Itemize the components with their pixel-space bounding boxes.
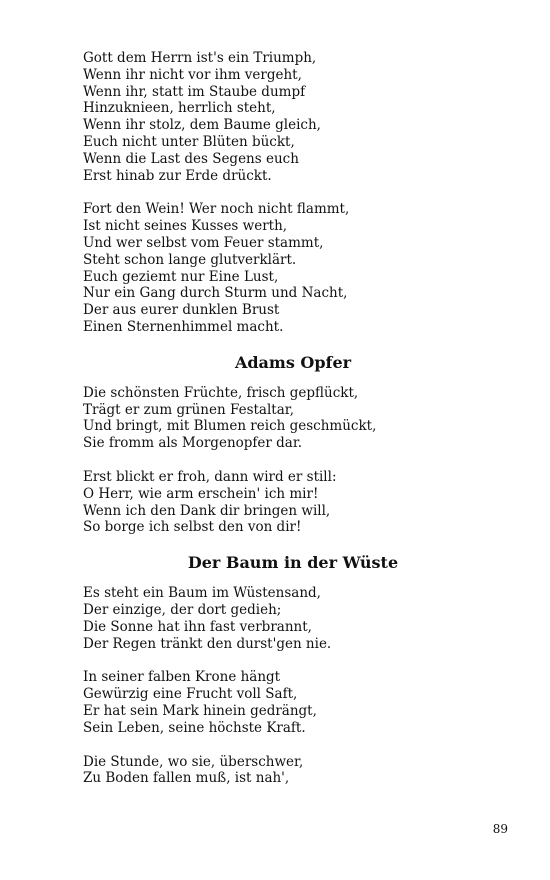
poem xyxy=(83,50,503,336)
verse-line: Steht schon lange glutverklärt. xyxy=(83,251,297,268)
poem xyxy=(83,553,503,787)
verse-line: Gewürzig eine Frucht voll Saft, xyxy=(83,686,298,703)
stanza xyxy=(83,385,503,452)
poem xyxy=(83,353,503,536)
verse-line: Der Regen tränkt den durst'gen nie. xyxy=(83,635,332,652)
verse-line: Zu Boden fallen muß, ist nah', xyxy=(83,770,290,787)
verse-line: Ist nicht seines Kusses werth, xyxy=(83,218,288,235)
verse-line: Nur ein Gang durch Sturm und Nacht, xyxy=(83,285,348,302)
verse-line: Einen Sternenhimmel macht. xyxy=(83,318,284,335)
verse-line: Er hat sein Mark hinein gedrängt, xyxy=(83,702,317,719)
verse-line: Gott dem Herrn ist's ein Triumph, xyxy=(83,50,317,66)
poem-page xyxy=(83,50,503,804)
verse-line: Hinzuknieen, herrlich steht, xyxy=(83,100,276,117)
verse-line: In seiner falben Krone hängt xyxy=(83,669,281,686)
verse-line: Sein Leben, seine höchste Kraft. xyxy=(83,719,306,736)
verse-line: Wenn ihr stolz, dem Baume gleich, xyxy=(83,117,321,134)
verse-line: Wenn ich den Dank dir bringen will, xyxy=(83,502,331,519)
verse-line: Euch geziemt nur Eine Lust, xyxy=(83,268,279,285)
verse-line: Die schönsten Früchte, frisch gepflückt, xyxy=(83,384,359,401)
stanza xyxy=(83,585,503,652)
verse-line: Der aus eurer dunklen Brust xyxy=(83,302,280,319)
verse-line: Es steht ein Baum im Wüstensand, xyxy=(83,585,321,602)
stanza xyxy=(83,669,503,736)
verse-line: Die Stunde, wo sie, überschwer, xyxy=(83,753,304,770)
verse-line: O Herr, wie arm erschein' ich mir! xyxy=(83,485,319,502)
page-number: 89 xyxy=(492,822,508,836)
stanza xyxy=(83,754,503,788)
verse-line: Wenn ihr nicht vor ihm vergeht, xyxy=(83,66,302,83)
verse-line: Sie fromm als Morgenopfer dar. xyxy=(83,435,303,452)
verse-line: Die Sonne hat ihn fast verbrannt, xyxy=(83,618,312,635)
stanza xyxy=(83,469,503,536)
stanza xyxy=(83,201,503,335)
poem-title: Adams Opfer xyxy=(234,352,352,372)
verse-line: Und wer selbst vom Feuer stammt, xyxy=(83,234,324,251)
verse-line: Fort den Wein! Wer noch nicht flammt, xyxy=(83,201,350,218)
poem-title: Der Baum in der Wüste xyxy=(187,553,399,573)
verse-line: Erst hinab zur Erde drückt. xyxy=(83,167,272,184)
verse-line: Und bringt, mit Blumen reich geschmückt, xyxy=(83,418,377,435)
verse-line: Euch nicht unter Blüten bückt, xyxy=(83,133,295,150)
verse-line: So borge ich selbst den von dir! xyxy=(83,519,302,536)
verse-line: Wenn ihr, statt im Staube dumpf xyxy=(83,83,306,100)
verse-line: Wenn die Last des Segens euch xyxy=(83,150,299,167)
verse-line: Erst blickt er froh, dann wird er still: xyxy=(83,468,337,485)
verse-line: Trägt er zum grünen Festaltar, xyxy=(83,401,295,418)
stanza xyxy=(83,50,503,184)
verse-line: Der einzige, der dort gedieh; xyxy=(83,601,282,618)
